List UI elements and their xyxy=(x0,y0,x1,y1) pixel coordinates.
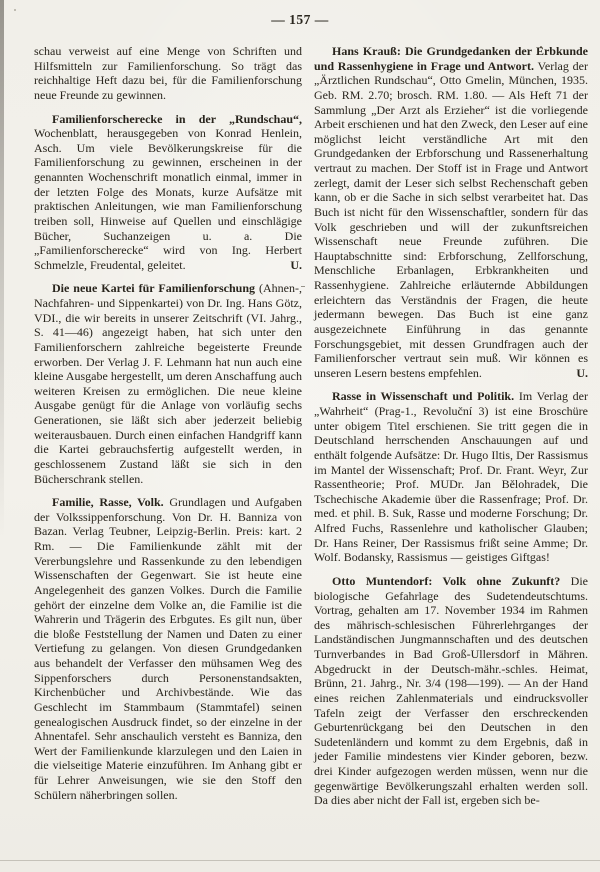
paragraph-body: (Ahnen-, Nachfahren- und Sippenkartei) von Dr. Ing. Hans Götz, VDI., die wir bereits in unserer Zeitschrift (VI. Jahrg., S. 41—46) angezeigt haben, hat sich unter den Familienforschern zahlreiche begeisterte Freunde erworben. Der Verlag J. F. Lehmann hat nun auch eine kleine Ausgabe hergestellt, um deren Anschaffung auch weiteren Kreisen zu ermöglichen. Die neue kleine Ausgabe genügt für die Anlage von vorläufig sechs Generationen, sie läßt sich aber jederzeit beliebig weiterausbauen. Durch einen einfachen Handgriff kann die Kartei gebrauchsfertig aufgestellt werden, in geschlossenem Zustand läßt sie sich in den Bücherschrank stellen. xyxy=(34,281,302,486)
review-paragraph xyxy=(34,495,302,802)
paragraph-body: Wochenblatt, herausgegeben von Konrad Henlein, Asch. Um viele Bevölkerungskreise für die Familienforschung zu gewinnen, erscheinen in der genannten Wochenschrift monatlich einmal, immer in der letzten Folge des Monats, kurze Aufsätze mit praktischen Anleitungen, wie man Familienforschung treiben soll, Hinweise auf Quellen und einschlägige Bücher, Suchanzeigen u. a. Die „Familienforscherecke“ wird von Ing. Herbert Schmelzle, Freudental, geleitet. xyxy=(34,126,302,272)
review-paragraph-continuation xyxy=(34,44,302,103)
paragraph-lead: Familie, Rasse, Volk. xyxy=(52,495,164,510)
review-paragraph xyxy=(314,574,588,808)
paragraph-body: Im Verlag der „Wahrheit“ (Prag-1., Revoluční 3) ist eine Broschüre unter obigem Titel erschienen. Sie tritt gegen die in Deutschland herrschenden Anschauungen auf und enthält folgende Aufsätze: Dr. Hugo Iltis, Der Rassismus im Mantel der Wissenschaft; Prof. Dr. Frant. Weyr, Zur Rassentheorie; Prof. MUDr. Jan Bělohradek, Die Tschechische Akademie über die Rassenfrage; Prof. Dr. med. et phil. B. Suk, Rasse und moderne Forschung; Dr. Alfred Fuchs, Rassenlehre und katholischer Glauben; Dr. Hans Reiner, Der Rassismus frißt seine Amme; Dr. Wolf. Bodansky, Rassismus — geistiges Giftgas! xyxy=(314,389,588,565)
paragraph-lead: Hans Krauß: Die Grundgedanken der Erbkunde und Rassenhygiene in Frage und Antwort. xyxy=(314,44,588,73)
scan-edge-shadow xyxy=(0,0,4,540)
right-column xyxy=(314,44,588,858)
review-paragraph xyxy=(314,389,588,565)
paragraph-lead: Die neue Kartei für Familienforschung xyxy=(52,281,256,296)
left-column xyxy=(34,44,302,858)
paragraph-lead: Rasse in Wissenschaft und Politik. xyxy=(332,389,515,404)
text-columns xyxy=(34,44,588,858)
review-paragraph xyxy=(34,281,302,486)
paragraph-lead: Otto Muntendorf: Volk ohne Zukunft? xyxy=(332,573,561,588)
reviewer-initial: U. xyxy=(290,257,302,272)
paragraph-body: Die biologische Gefahrlage des Sudetendeutschtums. Vortrag, gehalten am 17. November 1934 im Rahmen des mährisch-schlesischen Führerlehrganges der Landständischen Jungmannschaften und des deutschen Turnverbandes in Bad Groß-Ullersdorf in Mähren. Abgedruckt in der Deutsch-mähr.-schles. Heimat, Brünn, 21. Jahrg., Nr. 3/4 (198—199). — An der Hand eines reichen Zahlenmaterials und eindrucksvoller Tafeln zeigt der Verfasser den erschreckenden Geburtenrückgang bei den Deutschen in den Sudetenländern und kommt zu dem Ergebnis, daß in jeder Familie mindestens vier Kinder geboren, bezw. drei Kinder aufgezogen werden müssen, wenn nur die gegenwärtige Bevölkerungszahl erhalten werden soll. Da dies aber nicht der Fall ist, ergeben sich be- xyxy=(314,573,588,808)
page-bottom-scan-line xyxy=(0,860,600,861)
paragraph-body: Verlag der „Ärztlichen Rundschau“, Otto Gmelin, München, 1935. Geb. RM. 2.70; brosch. RM. 1.80. — Als Heft 71 der Sammlung „Der Arzt als Erzieher“ ist die vorliegende Arbeit erschienen und hat den Zweck, den Leser auf eine möglichst leicht verständliche Art mit den Grundgedanken der Erbforschung und Rassenerhaltung vertraut zu machen. Der Stoff ist in Frage und Antwort zerlegt, damit der Leser sich selbst Rechenschaft geben kann, ob er die Sache in sich selbst verarbeitet hat. Das Buch ist nicht für den Wissenschaftler, sondern für das Volk geschrieben und will der zukunftsreichen Wissenschaft neue Freunde zuführen. Die Hauptabschnitte sind: Erbforschung, Zellforschung, Menschliche Erbanlagen, Erbkrankheiten und Rassenhygiene. Zahlreiche erläuternde Abbildungen erleichtern das Verständnis der Fragen, die heute jedermann bewegen. Das Buch ist eine ganz ausgezeichnete Einführung in das genannte Forschungsgebiet, mit dessen Grundfragen auch der Familienforscher vertraut sein muß. Wir können es unseren Lesern bestens empfehlen. xyxy=(314,58,588,380)
review-paragraph xyxy=(34,112,302,273)
reviewer-initial: U. xyxy=(576,365,588,380)
review-paragraph xyxy=(314,44,588,380)
scan-speck xyxy=(14,9,16,11)
page-number: — 157 — xyxy=(271,12,329,27)
paragraph-body: Grundlagen und Aufgaben der Volkssippenforschung. Von Dr. H. Banniza von Bazan. Verlag Teubner, Leipzig-Berlin. Preis: kart. 2 Rm. — Die Familienkunde zählt mit der Vererbungslehre und Rassenkunde zu den lebendigen Wissenschaften der Gegenwart. Sie ist heute eine Angelegenheit des ganzen Volkes. Durch die Familie gehört der einzelne dem Volke an, die Familie ist die Wahrerin und Trägerin des Erbgutes. Es gilt nun, über die bloße Feststellung der Namen und Daten zu einer Vertiefung zu gelangen. Von diesen Grundgedanken aus behandelt der Verfasser den mühsamen Weg des Sippenforschers durch Personenstandsakten, Kirchenbücher und Archivbestände. Wie das Geschlecht im Stammbaum (Stammtafel) seinen genealogischen Ausdruck findet, so der einzelne in der Ahnentafel. Sehr anschaulich versteht es Banniza, den Wert der Familienkunde klarzulegen und den Laien in die vielseitige Materie einzuführen. Im Anhang gibt er für Lehrer Anweisungen, wie sie den Stoff den Schülern näherbringen sollen. xyxy=(34,495,302,802)
paragraph-body: schau verweist auf eine Menge von Schriften und Hilfsmitteln zur Familienforschung. So trägt das reichhaltige Heft dazu bei, für die Familienforschung neue Freunde zu gewinnen. xyxy=(34,44,302,102)
paragraph-lead: Familienforscherecke in der „Rundschau“, xyxy=(52,111,302,126)
